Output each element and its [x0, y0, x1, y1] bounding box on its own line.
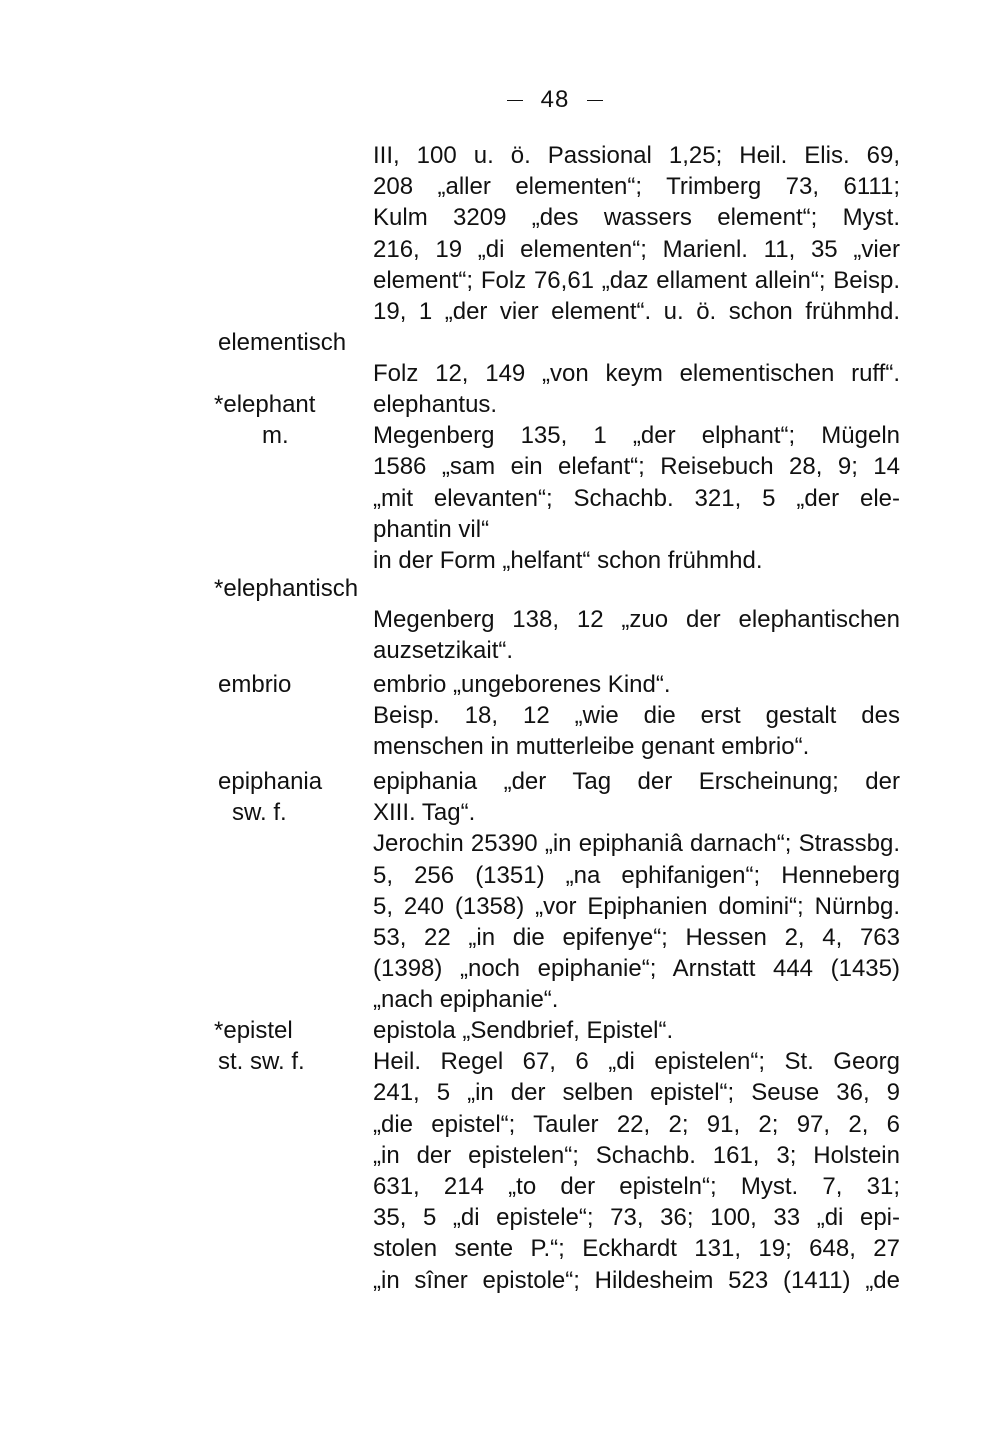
- page-number-text: 48: [540, 86, 570, 113]
- text-line: 216, 19 „di elementen“; Marienl. 11, 35 „vier: [373, 235, 900, 263]
- text-line: 53, 22 „in die epifenye“; Hessen 2, 4, 763: [373, 923, 900, 951]
- text-line: III, 100 u. ö. Passional 1,25; Heil. Elis. 69,: [373, 142, 900, 169]
- text-line: Jerochin 25390 „in epiphaniâ darnach“; Strassbg.: [373, 830, 900, 858]
- lemma-epiphania-gender: sw. f.: [232, 799, 287, 826]
- text-line: Heil. Regel 67, 6 „di epistelen“; St. Georg: [373, 1048, 900, 1076]
- text-line: element“; Folz 76,61 „daz ellament allein“; Beisp.: [373, 266, 900, 294]
- entry-epiphania: [373, 766, 900, 1016]
- text-line: stolen sente P.“; Eckhardt 131, 19; 648, 27: [373, 1235, 900, 1263]
- lemma-elephant-gender: m.: [262, 422, 289, 449]
- text-line: elephantus.: [373, 391, 498, 418]
- dash-left: [507, 100, 523, 101]
- entry-continuation: [373, 140, 900, 327]
- entry-elephantisch: [373, 604, 900, 666]
- text-line: auzsetzikait“.: [373, 637, 514, 665]
- lemma-epiphania: epiphania: [218, 768, 323, 795]
- page-number: [0, 86, 1000, 114]
- entry-elementisch: [373, 358, 900, 389]
- text-line: 19, 1 „der vier element“. u. ö. schon frühmhd.: [373, 297, 900, 325]
- text-line: Beisp. 18, 12 „wie die erst gestalt des: [373, 702, 900, 730]
- text-line: 208 „aller elementen“; Trimberg 73, 6111;: [373, 173, 900, 201]
- lemma-epistel-gender: st. sw. f.: [218, 1048, 305, 1075]
- text-line: phantin vil“: [373, 515, 490, 543]
- text-line: Megenberg 135, 1 „der elphant“; Mügeln: [373, 422, 900, 450]
- lemma-embrio: embrio: [218, 671, 292, 698]
- text-line: 241, 5 „in der selben epistel“; Seuse 36, 9: [373, 1079, 900, 1107]
- text-line: Kulm 3209 „des wassers element“; Myst.: [373, 204, 900, 232]
- text-line: menschen in mutterleibe genant embrio“.: [373, 733, 810, 761]
- lemma-elementisch: elementisch: [218, 329, 347, 356]
- entry-embrio: [373, 669, 900, 763]
- text-line: 631, 214 „to der episteln“; Myst. 7, 31;: [373, 1172, 900, 1200]
- text-line: epiphania „der Tag der Erscheinung; der: [373, 768, 900, 795]
- text-line: 1586 „sam ein elefant“; Reisebuch 28, 9; 14: [373, 453, 900, 481]
- text-line: XIII. Tag“.: [373, 799, 476, 827]
- text-line: (1398) „noch epiphanie“; Arnstatt 444 (1435): [373, 955, 900, 983]
- text-line: epistola „Sendbrief, Epistel“.: [373, 1017, 674, 1044]
- text-line: „nach epiphanie“.: [373, 986, 559, 1014]
- text-line: „in der epistelen“; Schachb. 161, 3; Holstein: [373, 1141, 900, 1169]
- text-line: embrio „ungeborenes Kind“.: [373, 671, 671, 698]
- entry-epistel: [373, 1015, 900, 1296]
- text-line: „mit elevanten“; Schachb. 321, 5 „der ele-: [373, 484, 900, 512]
- text-line: 5, 240 (1358) „vor Epiphanien domini“; Nürnbg.: [373, 892, 900, 920]
- text-line: 5, 256 (1351) „na ephifanigen“; Henneberg: [373, 861, 900, 889]
- text-line: Folz 12, 149 „von keym elementischen ruff“.: [373, 360, 900, 387]
- lemma-elephant: *elephant: [214, 391, 316, 418]
- text-line: Megenberg 138, 12 „zuo der elephantischen: [373, 606, 900, 633]
- lemma-elephantisch: *elephantisch: [214, 575, 359, 602]
- lemma-epistel: *epistel: [214, 1017, 293, 1044]
- text-line: „die epistel“; Tauler 22, 2; 91, 2; 97, 2, 6: [373, 1110, 900, 1138]
- text-line: in der Form „helfant“ schon frühmhd.: [373, 546, 763, 574]
- dash-right: [587, 100, 603, 101]
- entry-elephant: [373, 389, 900, 576]
- text-line: „in sîner epistole“; Hildesheim 523 (1411) „de: [373, 1266, 900, 1294]
- text-line: 35, 5 „di epistele“; 73, 36; 100, 33 „di epi-: [373, 1204, 900, 1232]
